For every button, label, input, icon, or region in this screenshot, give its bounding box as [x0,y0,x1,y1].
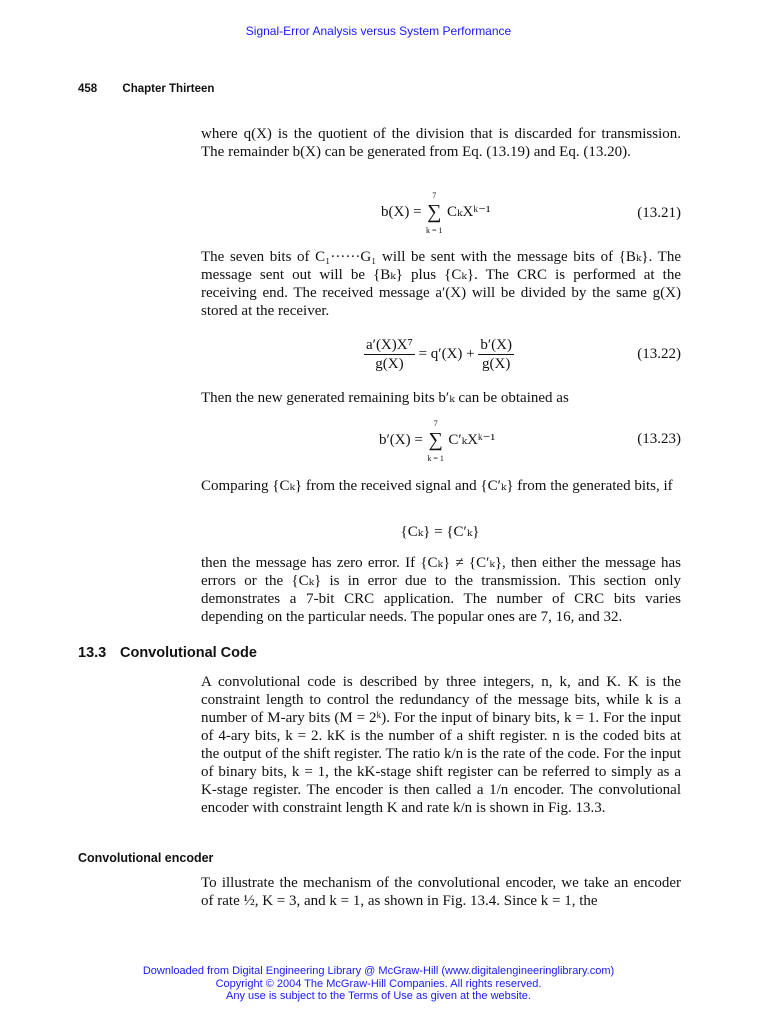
section-title: Convolutional Code [120,645,257,661]
paragraph-3: Then the new generated remaining bits b′ₖ can be obtained as [201,390,569,406]
footer-download-link[interactable]: Downloaded from Digital Engineering Library @ McGraw-Hill (www.digitalengineeringlibrary.com) [142,965,615,977]
paragraph-2: The seven bits of C₁······G₁ will be sent with the message bits of {Bₖ}. The message sent out will be {Bₖ} plus {Cₖ}. The CRC is performed at the receiving end. The received message a′(X) will be divided by the same g(X) stored at the receiver. [201,249,681,319]
eq3-lhs: b′(X) = [379,432,423,448]
footer-terms: Any use is subject to the Terms of Use as given at the website. [226,990,531,1002]
eq1-lhs: b(X) = [381,204,422,220]
eq2-number: (13.22) [637,346,681,362]
paragraph-6: A convolutional code is described by three integers, n, k, and K. K is the constraint length to control the redundancy of the message bits, while k is a number of M-ary bits (M = 2ᵏ). For the input of binary bits, k = 1. For the input of 4-ary bits, k = 2. kK is the number of a shift register. n is the coded bits at the output of the shift register. The ratio k/n is the rate of the code. For the input of binary bits, k = 1, the kK-stage shift register can be referred to simply as a K-stage register. The encoder is then called a 1/n encoder. The convolutional encoder with constraint length K and rate k/n is shown in Fig. 13.3. [201,674,681,816]
sum-symbol: 7 ∑ k = 1 [426,191,443,236]
eq2-left-fraction: $\frac{\text{a′(X)X⁷}}{g(X)}$ [366,337,413,372]
eq1-number: (13.21) [637,205,681,221]
section-number: 13.3 [78,645,107,661]
sum-symbol: 7 ∑ k = 1 [427,419,444,464]
eq3-number: (13.23) [637,431,681,447]
paragraph-4: Comparing {Cₖ} from the received signal and {C′ₖ} from the generated bits, if [201,478,673,494]
page-header [78,83,214,95]
page-number: 458 [78,83,98,95]
eq1-term: CₖXᵏ⁻¹ [447,204,491,220]
subsection-heading: Convolutional encoder [78,851,214,865]
running-title: Signal-Error Analysis versus System Performance [245,24,512,38]
paragraph-7: To illustrate the mechanism of the convolutional encoder, we take an encoder of rate ½, K = 3, and k = 1, as shown in Fig. 13.4. Since k = 1, the [201,875,681,909]
section-heading [78,645,257,661]
paragraph-1: where q(X) is the quotient of the division that is discarded for transmission. The remainder b(X) can be generated from Eq. (13.19) and Eq. (13.20). [201,126,681,160]
equation-crc-compare: {Cₖ} = {C′ₖ} [400,524,480,540]
chapter-label: Chapter Thirteen [122,83,215,95]
eq2-right-fraction: $\frac{b'(X)}{g(X)}$ [480,337,512,372]
eq2-middle: = q′(X) + [418,345,475,362]
footer-copyright: Copyright © 2004 The McGraw-Hill Companies. All rights reserved. [215,977,542,990]
footer [0,965,757,1003]
eq3-term: C′ₖXᵏ⁻¹ [448,432,496,448]
equation-13-23 [201,419,681,468]
equation-13-21 [201,191,681,240]
paragraph-5: then the message has zero error. If {Cₖ} ≠ {C′ₖ}, then either the message has errors or the {Cₖ} is in error due to the transmission. This section only demonstrates a 7-bit CRC application. The number of CRC bits varies depending on the particular needs. The popular ones are 7, 16, and 32. [201,555,681,625]
equation-13-22 [201,336,681,380]
